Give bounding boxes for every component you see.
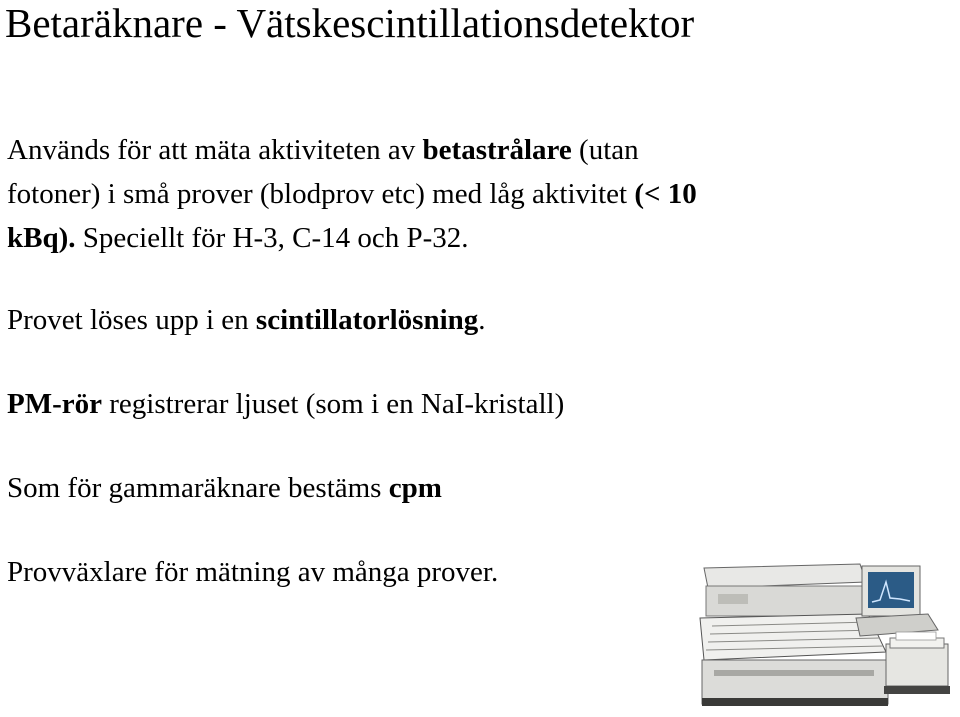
emphasis-pm-ror: PM-rör xyxy=(7,388,102,420)
emphasis-activity: (< 10 xyxy=(634,178,697,210)
cabinet-label xyxy=(718,594,748,604)
cabinet-top xyxy=(704,564,866,588)
emphasis-scintillatorlosning: scintillatorlösning xyxy=(255,304,479,336)
paragraph-sample-changer xyxy=(7,550,498,594)
text: Används för att mäta aktiviteten av xyxy=(7,134,423,166)
scintillation-counter-image xyxy=(690,552,956,712)
text: Speciellt för H-3, C-14 och P-32. xyxy=(75,222,469,254)
front-slot xyxy=(714,670,874,676)
cabinet-body xyxy=(702,660,888,704)
paragraph-usage xyxy=(7,128,697,260)
text: registrerar ljuset (som i en NaI-kristall) xyxy=(102,388,565,420)
printer-paper xyxy=(896,632,936,640)
emphasis-cpm: cpm xyxy=(388,472,442,504)
text: . xyxy=(478,304,486,336)
printer-body xyxy=(886,644,948,686)
text: Provet löses upp i en xyxy=(7,304,256,336)
cabinet-base xyxy=(702,698,888,706)
text: (utan xyxy=(571,134,639,166)
text: fotoner) i små prover (blodprov etc) med låg aktivitet xyxy=(7,178,635,210)
printer-base xyxy=(884,686,950,694)
monitor-screen xyxy=(868,572,914,608)
text: Som för gammaräknare bestäms xyxy=(7,472,389,504)
paragraph-pm-tubes xyxy=(7,382,564,426)
emphasis-kbq: kBq). xyxy=(7,222,76,254)
text: Provväxlare för mätning av många prover. xyxy=(7,556,499,588)
slide-title: Betaräknare - Vätskescintillationsdetektor xyxy=(5,0,695,46)
paragraph-cpm xyxy=(7,466,442,510)
emphasis-betastralare: betastrålare xyxy=(422,134,572,166)
paragraph-dissolve xyxy=(7,298,486,342)
